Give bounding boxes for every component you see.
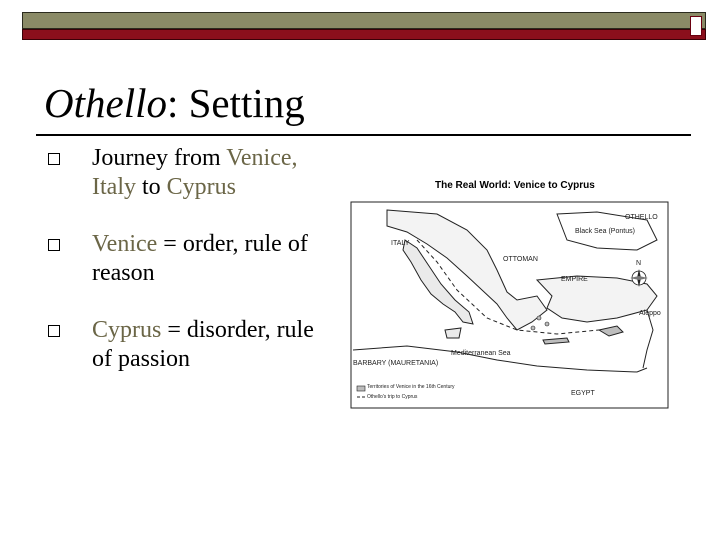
square-bullet-icon bbox=[48, 153, 60, 165]
map-label-mediterranean: Mediterranean Sea bbox=[451, 350, 511, 357]
compass-north-label: N bbox=[636, 260, 642, 267]
venice-cyprus-map bbox=[347, 172, 672, 410]
bullet-item bbox=[38, 230, 328, 288]
header-decoration-bar bbox=[22, 12, 706, 40]
bullet-item bbox=[38, 316, 328, 374]
map-label-egypt: EGYPT bbox=[571, 390, 595, 397]
map-label-black-sea: Black Sea (Pontus) bbox=[575, 228, 635, 235]
bullet-text: = disorder, rule of passion bbox=[92, 317, 314, 372]
bullet-text: = order, rule of reason bbox=[92, 231, 308, 286]
header-corner-box bbox=[690, 16, 702, 36]
header-olive-band bbox=[22, 12, 706, 29]
map-label-ottoman: OTTOMAN bbox=[503, 256, 538, 263]
title-underline bbox=[36, 134, 691, 136]
bullet-accent-text: Cyprus bbox=[166, 174, 236, 200]
map-legend-route: Othello's trip to Cyprus bbox=[367, 394, 418, 400]
slide-title bbox=[44, 78, 305, 128]
header-maroon-band bbox=[22, 29, 706, 40]
bullet-text: to bbox=[135, 174, 167, 200]
slide-title-italic: Othello bbox=[44, 80, 167, 126]
square-bullet-icon bbox=[48, 325, 60, 337]
bullet-list bbox=[38, 144, 328, 402]
bullet-accent-text: Venice, Italy bbox=[92, 145, 298, 200]
slide-title-rest: : Setting bbox=[166, 80, 305, 126]
map-title: The Real World: Venice to Cyprus bbox=[435, 180, 595, 191]
map-legend-territories: Territories of Venice in the 16th Century bbox=[367, 384, 455, 390]
map-label-empire: EMPIRE bbox=[561, 276, 588, 283]
bullet-accent-text: Cyprus bbox=[92, 317, 162, 343]
map-label-othello: OTHELLO bbox=[625, 214, 658, 221]
map-label-barbary: BARBARY (MAURETANIA) bbox=[353, 360, 439, 367]
square-bullet-icon bbox=[48, 239, 60, 251]
map-label-italy: ITALY bbox=[391, 240, 410, 247]
bullet-text: Journey from bbox=[92, 145, 227, 171]
bullet-item bbox=[38, 144, 328, 202]
map-label-aleppo: Aleppo bbox=[639, 310, 661, 317]
bullet-accent-text: Venice bbox=[92, 231, 158, 257]
map-frame bbox=[347, 200, 672, 410]
